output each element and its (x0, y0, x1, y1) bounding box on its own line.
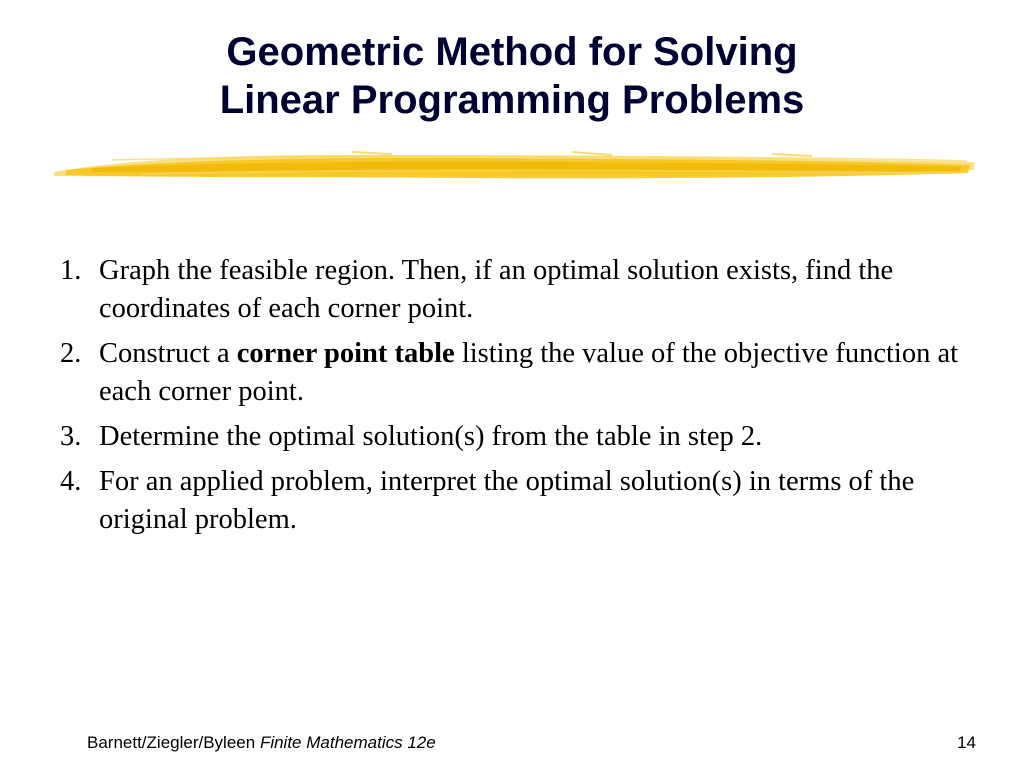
step-3 (60, 418, 960, 456)
step-text (99, 421, 762, 452)
step-number: 2. (60, 338, 82, 369)
slide-title (0, 28, 1024, 124)
step-number: 1. (60, 255, 82, 286)
footer-citation (87, 733, 436, 753)
slide-title-line-1: Geometric Method for Solving (226, 30, 798, 74)
footer-book-title: Finite Mathematics 12e (259, 733, 436, 752)
step-4 (60, 463, 960, 539)
step-text-part: Construct a (99, 338, 237, 369)
step-text-emphasis: corner point table (236, 338, 455, 369)
step-text-part: listing the value of the objective function at each corner point. (99, 338, 959, 407)
steps-list (60, 252, 960, 546)
step-text-part: Graph the feasible region. Then, if an optimal solution exists, find the coordinates of each corner point. (99, 255, 894, 324)
step-number: 4. (60, 466, 82, 497)
step-text (99, 466, 914, 535)
step-text-part: Determine the optimal solution(s) from the table in step 2. (99, 421, 763, 452)
yellow-brush-stroke-divider (52, 146, 976, 188)
step-text (99, 338, 958, 407)
slide-title-line-2: Linear Programming Problems (219, 78, 805, 122)
slide-page-number: 14 (957, 733, 976, 752)
step-number: 3. (60, 421, 82, 452)
footer-authors: Barnett/Ziegler/Byleen (87, 733, 256, 752)
step-1 (60, 252, 960, 328)
step-text-part: For an applied problem, interpret the optimal solution(s) in terms of the original problem. (99, 466, 915, 535)
step-2 (60, 335, 960, 411)
step-text (99, 255, 893, 324)
